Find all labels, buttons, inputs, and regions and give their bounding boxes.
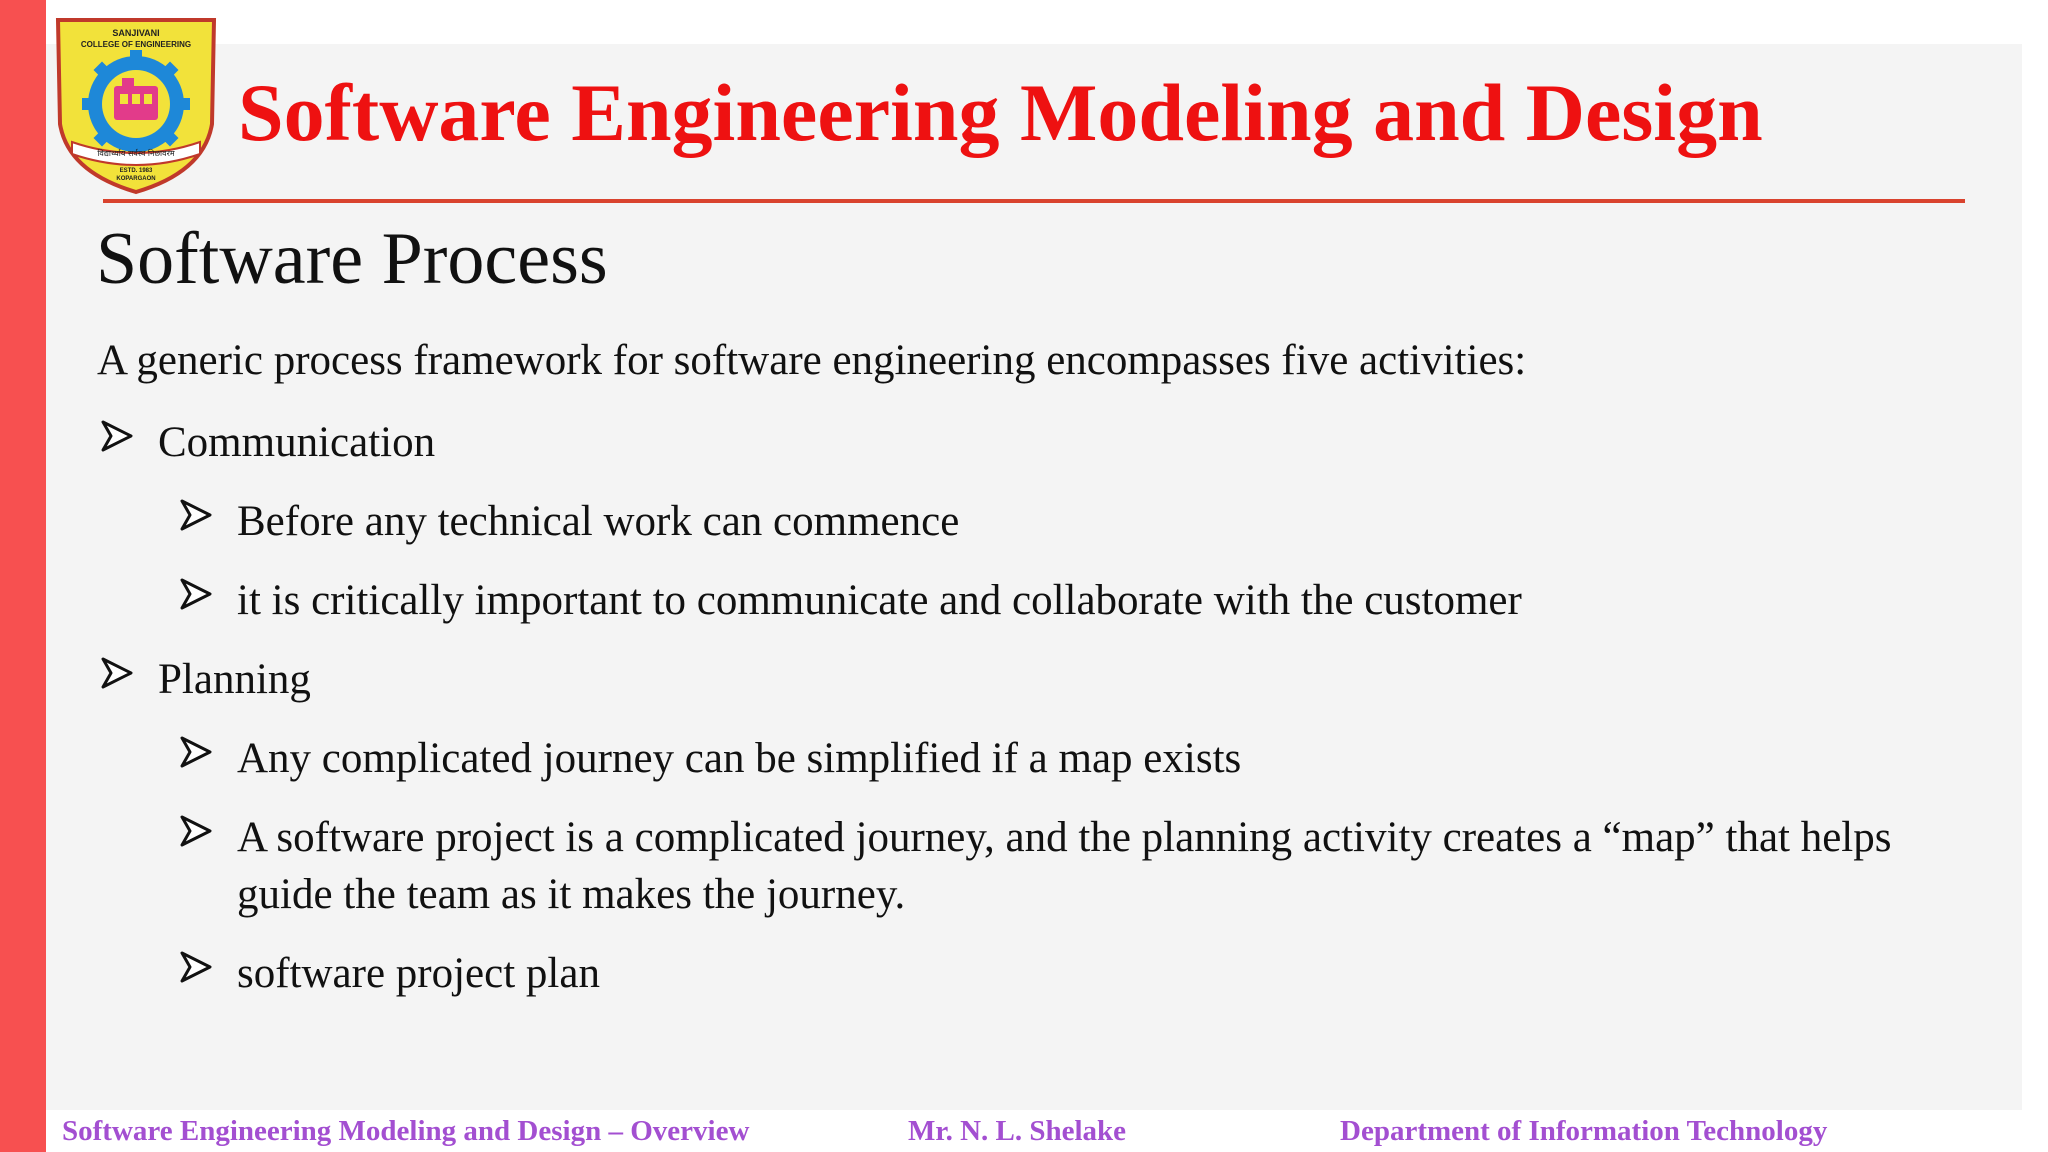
arrow-bullet-icon bbox=[101, 657, 133, 689]
bullet-text: software project plan bbox=[237, 950, 600, 997]
intro-text: A generic process framework for software engineering encompasses five activities: bbox=[97, 337, 1527, 384]
arrow-bullet-icon bbox=[180, 951, 212, 983]
arrow-bullet-icon bbox=[180, 736, 212, 768]
slide-title: Software Engineering Modeling and Design bbox=[238, 67, 1763, 158]
left-accent-bar bbox=[0, 0, 46, 1152]
arrow-bullet-icon bbox=[101, 420, 133, 452]
arrow-bullet-icon bbox=[180, 815, 212, 847]
footer-department: Department of Information Technology bbox=[1340, 1115, 1828, 1147]
arrow-bullet-icon bbox=[180, 499, 212, 531]
section-heading: Software Process bbox=[96, 218, 608, 300]
arrow-bullet-icon bbox=[180, 578, 212, 610]
title-divider bbox=[103, 199, 1965, 203]
svg-text:ESTD. 1983: ESTD. 1983 bbox=[119, 168, 153, 174]
svg-text:COLLEGE OF ENGINEERING: COLLEGE OF ENGINEERING bbox=[80, 40, 192, 49]
bullet-text: Any complicated journey can be simplified if a map exists bbox=[237, 735, 1242, 782]
bullet-text: A software project is a complicated journey, and the planning activity creates a “map” that helps guide the team as it makes the journey. bbox=[237, 814, 1892, 918]
bullet-text: Communication bbox=[158, 419, 436, 466]
footer-author: Mr. N. L. Shelake bbox=[908, 1115, 1127, 1147]
svg-text:विद्यार्थ्याय सर्वस्व निछावरम: विद्यार्थ्याय सर्वस्व निछावरम bbox=[97, 149, 175, 158]
svg-text:SANJIVANI: SANJIVANI bbox=[112, 28, 160, 38]
svg-text:KOPARGAON: KOPARGAON bbox=[116, 176, 156, 182]
slide-footer bbox=[0, 1110, 2048, 1152]
bullet-text: Before any technical work can commence bbox=[237, 498, 960, 545]
college-logo bbox=[52, 14, 220, 196]
bullet-text: it is critically important to communicate and collaborate with the customer bbox=[237, 577, 1522, 624]
bullet-text: Planning bbox=[158, 656, 311, 703]
footer-course: Software Engineering Modeling and Design – Overview bbox=[62, 1115, 750, 1147]
